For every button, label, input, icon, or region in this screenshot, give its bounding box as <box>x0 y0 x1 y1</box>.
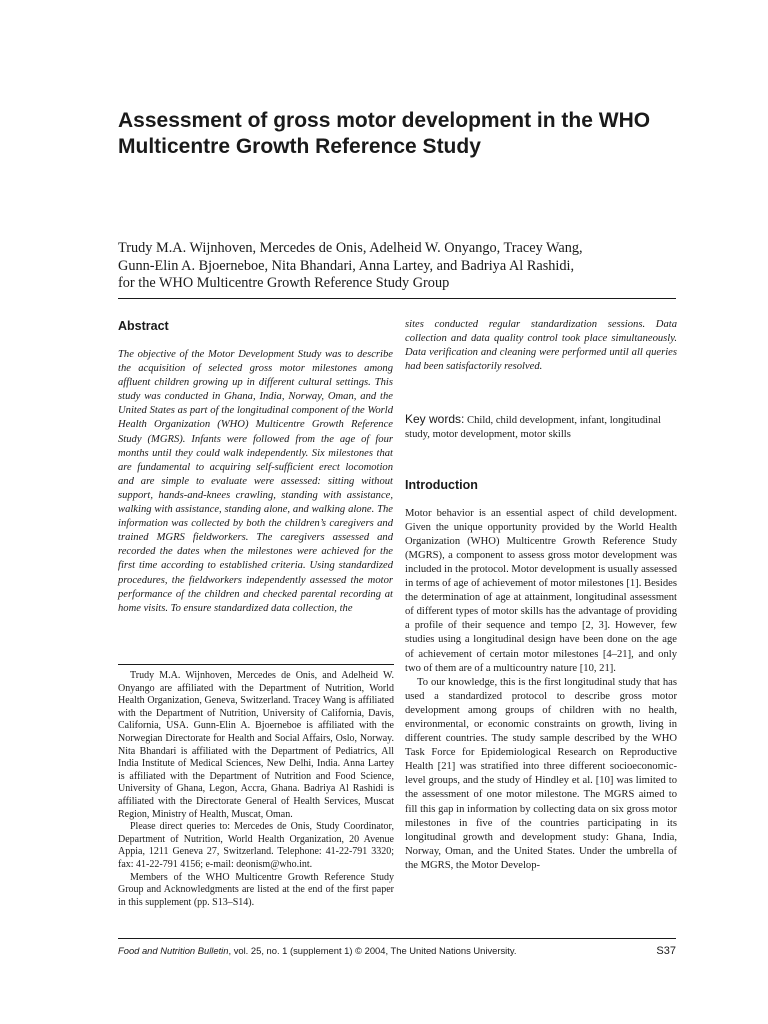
author-line: Gunn-Elin A. Bjoerneboe, Nita Bhandari, Anna Lartey, and Badriya Al Rashidi, <box>118 257 575 274</box>
footnote-correspondence: Please direct queries to: Mercedes de Onis, Study Coordinator, Department of Nutrition, World Health Organization, 20 Avenue Appia, 1211 Geneva 27, Switzerland. Telephone: 41-22-791 3320; fax: 41-22-791 4156; e-mail: deonism@who.int. <box>118 821 394 870</box>
author-list <box>118 240 678 293</box>
abstract-continuation: sites conducted regular standardization sessions. Data collection and data quality control took place simultaneously. Data verification and cleaning were performed until all queries had been satisfactorily resolved. <box>405 319 677 373</box>
journal-name: Food and Nutrition Bulletin <box>118 945 229 956</box>
abstract-heading: Abstract <box>118 319 169 333</box>
introduction-paragraph: Motor behavior is an essential aspect of child development. Given the unique opportunity provided by the World Health Organization (WHO) Multicentre Growth Reference Study (MGRS), a component to assess gross motor development was included in the protocol. Motor development is usually assessed in terms of age of achievement of motor milestones [1]. Besides the determination of age at attainment, longitudinal assessment of different types of motor skills has the advantage of providing a profile of their sequence and tempo [2, 3]. However, few studies using a longitudinal design have been done on the age of achievement of certain motor milestones [4–21], and only two of them are of a multicountry nature [10, 21]. <box>405 507 677 674</box>
keywords <box>405 412 677 442</box>
introduction-heading: Introduction <box>405 477 478 492</box>
right-column <box>405 318 677 873</box>
keywords-text: Child, child development, infant, longitudinal study, motor development, motor skills <box>405 415 661 441</box>
citation-details: , vol. 25, no. 1 (supplement 1) © 2004, The United Nations University. <box>228 945 517 956</box>
abstract-text: The objective of the Motor Development Study was to describe the acquisition of selected gross motor milestones among affluent children growing up in different cultural settings. This study was conducted in Ghana, India, Norway, Oman, and the United States as part of the longitudinal component of the World Health Organization (WHO) Multicentre Growth Reference Study (MGRS). Infants were followed from the age of four months until they could walk independently. Six milestones that are fundamental to acquiring self-sufficient erect locomotion and are simple to evaluate were assessed: sitting without support, hands-and-knees crawling, standing with assistance, walking with assistance, standing alone, and walking alone. The information was collected by both the children’s caregivers and trained MGRS fieldworkers. The caregivers assessed and recorded the dates when the milestones were achieved for the first time according to established criteria. Using standardized procedures, the fieldworkers independently assessed the motor performance of the children and checked parental recording at home visits. To ensure standardized data collection, the <box>118 349 393 614</box>
page-number: S37 <box>656 945 676 957</box>
header-divider <box>118 298 676 299</box>
keywords-label: Key words: <box>405 412 465 427</box>
author-line: Trudy M.A. Wijnhoven, Mercedes de Onis, Adelheid W. Onyango, Tracey Wang, <box>118 240 583 256</box>
footnote-acknowledgments: Members of the WHO Multicentre Growth Reference Study Group and Acknowledgments are listed at the end of the first paper in this supplement (pp. S13–S14). <box>118 871 394 908</box>
footnotes <box>118 670 394 909</box>
footnote-affiliations: Trudy M.A. Wijnhoven, Mercedes de Onis, and Adelheid W. Onyango are affiliated with the Department of Nutrition, World Health Organization, Geneva, Switzerland. Tracey Wang is affiliated with the Department of Nutrition, University of California, Davis, California, USA. Gunn-Elin A. Bjoerneboe is affiliated with the Norwegian Directorate for Health and Social Affairs, Oslo, Norway. Nita Bhandari is affiliated with the Department of Pediatrics, All India Institute of Medical Sciences, New Delhi, India. Anna Lartey is affiliated with the Department of Nutrition and Food Science, University of Ghana, Legon, Accra, Ghana. Badriya Al Rashidi is affiliated with the Directorate General of Health Services, Muscat Region, Ministry of Health, Muscat, Oman. <box>118 670 394 820</box>
footnote-divider <box>118 664 394 665</box>
introduction-paragraph: To our knowledge, this is the first longitudinal study that has used a standardized protocol to describe gross motor development among groups of children with no health, environmental, or economic constraints on growth, living in different countries. The study sample described by the WHO Task Force for Epidemiological Research on Reproductive Health [21] was stratified into three different socioeconomic-level groups, and the study of Hindley et al. [10] was limited to the assessment of one motor milestone. The MGRS aimed to fill this gap in information by collecting data on six gross motor milestones in five of the countries participating in its longitudinal growth and development study: Ghana, India, Norway, Oman, and the United States. Under the umbrella of the MGRS, the Motor Develop- <box>405 676 677 871</box>
left-column <box>118 318 393 616</box>
introduction-body <box>405 507 677 873</box>
author-line: for the WHO Multicentre Growth Reference Study Group <box>118 275 450 291</box>
footer-citation <box>118 944 516 958</box>
paper-title: Assessment of gross motor development in the WHO Multicentre Growth Reference Study <box>118 109 651 158</box>
footer-divider <box>118 938 676 939</box>
